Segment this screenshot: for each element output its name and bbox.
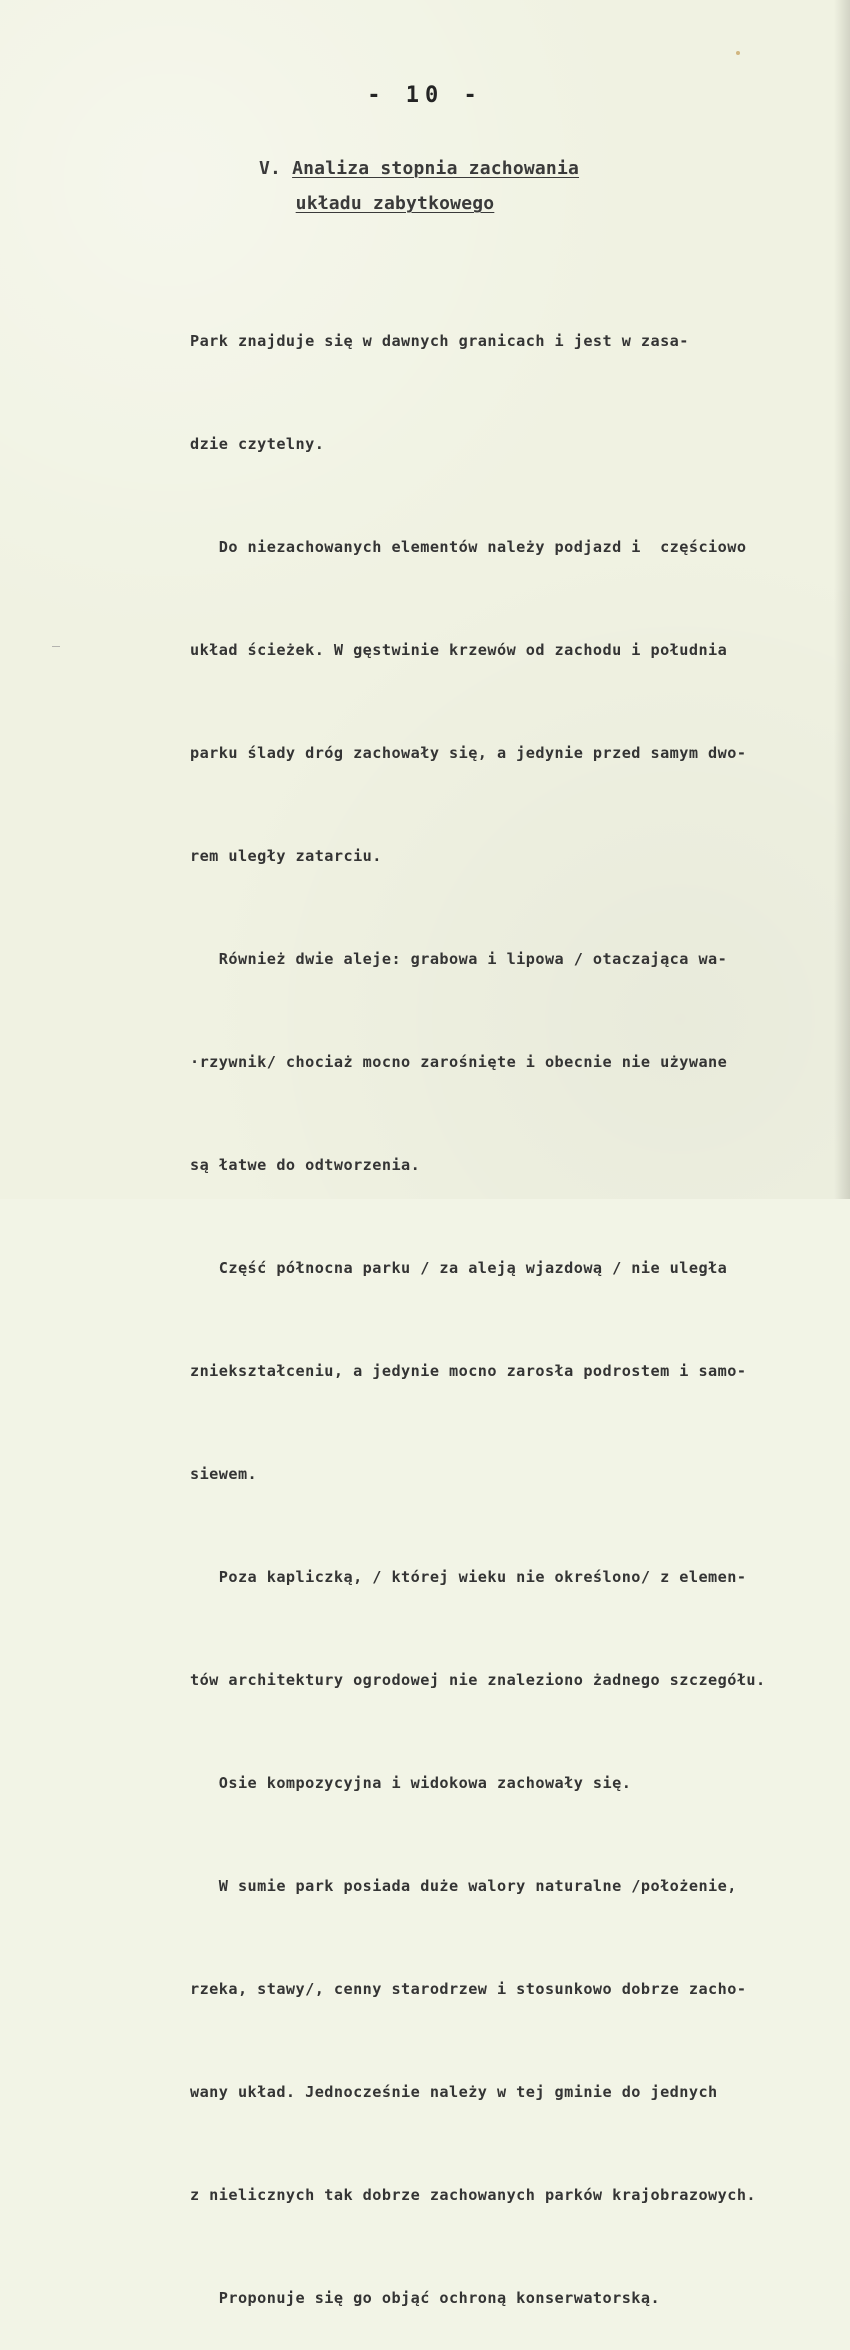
section-heading-line-1	[0, 158, 844, 179]
text-line: są łatwe do odtworzenia.	[190, 1155, 421, 1174]
text-line: z nielicznych tak dobrze zachowanych parków krajobrazowych.	[190, 2186, 757, 2205]
page-number: - 10 -	[367, 83, 483, 108]
section-title-part-1: Analiza stopnia zachowania	[292, 158, 580, 179]
section-heading-line-2	[0, 193, 820, 214]
paper-speck	[736, 51, 740, 55]
text-line: Do niezachowanych elementów należy podjazd i częściowo	[190, 537, 747, 556]
text-line: Proponuje się go objąć ochroną konserwatorską.	[190, 2289, 661, 2308]
text-line: parku ślady dróg zachowały się, a jedynie przed samym dwo-	[190, 743, 747, 762]
text-line: ·rzywnik/ chociaż mocno zarośnięte i obecnie nie używane	[190, 1052, 728, 1071]
text-line: Osie kompozycyjna i widokowa zachowały się.	[190, 1774, 632, 1793]
text-line: wany układ. Jednocześnie należy w tej gminie do jednych	[190, 2083, 718, 2102]
text-line: rem uległy zatarciu.	[190, 846, 382, 865]
text-line: siewem.	[190, 1465, 258, 1484]
text-line: Również dwie aleje: grabowa i lipowa / otaczająca wa-	[190, 949, 728, 968]
paper-mark	[52, 646, 60, 647]
text-line: Park znajduje się w dawnych granicach i jest w zasa-	[190, 331, 689, 350]
text-line: Poza kapliczką, / której wieku nie określono/ z elemen-	[190, 1568, 747, 1587]
section-title-part-2: układu zabytkowego	[295, 193, 495, 214]
text-line: zniekształceniu, a jedynie mocno zarosła podrostem i samo-	[190, 1362, 747, 1380]
text-line: W sumie park posiada duże walory naturalne /położenie,	[190, 1877, 737, 1896]
text-line: układ ścieżek. W gęstwinie krzewów od zachodu i południa	[190, 640, 728, 659]
text-line: dzie czytelny.	[190, 434, 325, 453]
text-line: Część północna parku / za aleją wjazdową / nie uległa	[190, 1258, 728, 1277]
text-line: tów architektury ogrodowej nie znaleziono żadnego szczegółu.	[190, 1671, 766, 1690]
page-edge-shadow	[834, 0, 850, 1199]
typed-paragraphs	[190, 255, 830, 2350]
section-number: V.	[258, 158, 282, 179]
text-line: rzeka, stawy/, cenny starodrzew i stosunkowo dobrze zacho-	[190, 1980, 747, 1999]
